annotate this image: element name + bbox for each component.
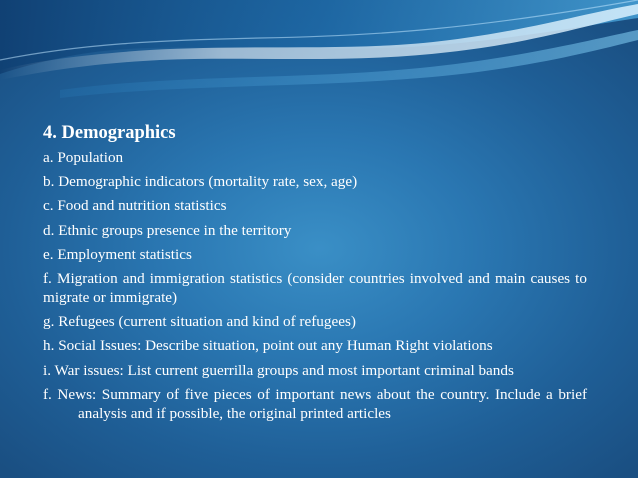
list-item-refugees: g. Refugees (current situation and kind of refugees) xyxy=(43,313,356,331)
list-item-social-issues: h. Social Issues: Describe situation, point out any Human Right violations xyxy=(43,337,493,355)
decorative-wave-banner xyxy=(0,0,638,110)
list-item-population: a. Population xyxy=(43,149,124,166)
list-item-ethnic-groups: d. Ethnic groups presence in the territory xyxy=(43,221,292,239)
slide-heading: 4. Demographics xyxy=(43,123,176,143)
list-item-demographic-indicators: b. Demographic indicators (mortality rate, sex, age) xyxy=(43,173,358,191)
list-item-food-nutrition: c. Food and nutrition statistics xyxy=(43,197,227,215)
list-item-news: f. News: Summary of five pieces of important news about the country. Include a brief analysis and if possible, the original printed articles xyxy=(43,385,587,422)
list-item-war-issues: i. War issues: List current guerrilla groups and most important criminal bands xyxy=(43,361,514,379)
list-item-migration: f. Migration and immigration statistics (consider countries involved and main causes to migrate or immigrate) xyxy=(43,269,587,306)
list-item-employment: e. Employment statistics xyxy=(43,245,192,263)
slide-content xyxy=(43,121,587,428)
